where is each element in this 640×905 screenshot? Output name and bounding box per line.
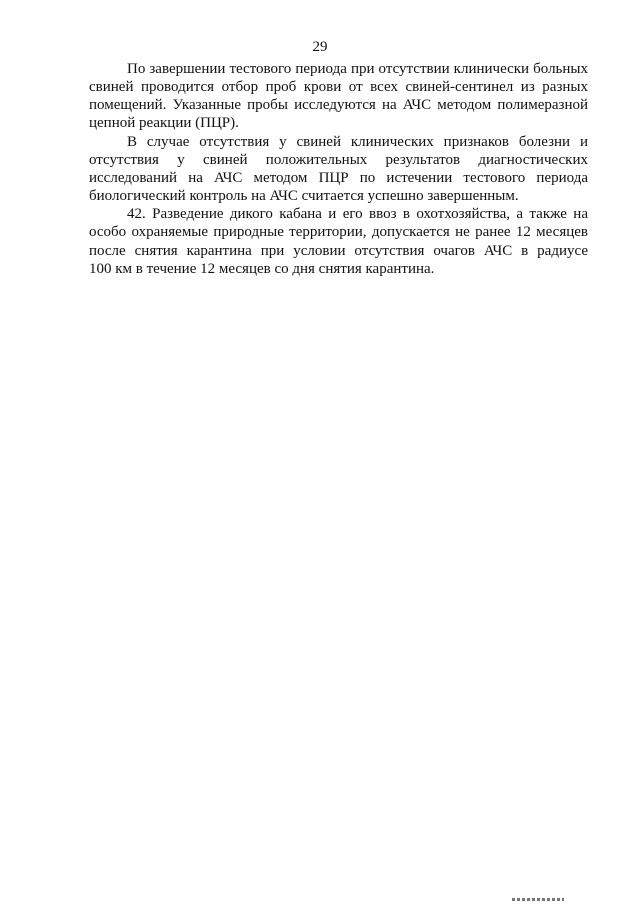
paragraph-biological-control	[89, 133, 588, 206]
body-text	[89, 60, 588, 278]
text-line: свиней проводится отбор проб крови от всех свиней-сентинел из разных	[89, 79, 588, 96]
text-line: особо охраняемые природные территории, допускается не ранее 12 месяцев	[89, 224, 588, 241]
text-line: биологический контроль на АЧС считается успешно завершенным.	[89, 188, 519, 205]
text-line: 42. Разведение дикого кабана и его ввоз в охотхозяйства, а также на	[127, 206, 588, 223]
scan-footer-mark	[512, 898, 564, 901]
paragraph-item-42	[89, 205, 588, 278]
page-number: 29	[312, 39, 328, 55]
text-line: отсутствия у свиней положительных результатов диагностических	[89, 151, 588, 168]
text-line: цепной реакции (ПЦР).	[89, 115, 239, 132]
paragraph-testing-period	[89, 60, 588, 133]
text-line: По завершении тестового периода при отсутствии клинически больных	[127, 61, 588, 77]
text-line: помещений. Указанные пробы исследуются на АЧС методом полимеразной	[89, 97, 588, 114]
text-line: 100 км в течение 12 месяцев со дня снятия карантина.	[89, 260, 435, 277]
text-line: после снятия карантина при условии отсутствия очагов АЧС в радиусе	[89, 242, 588, 259]
text-line: В случае отсутствия у свиней клинических признаков болезни и	[127, 133, 588, 150]
text-line: исследований на АЧС методом ПЦР по истечении тестового периода	[89, 169, 588, 186]
